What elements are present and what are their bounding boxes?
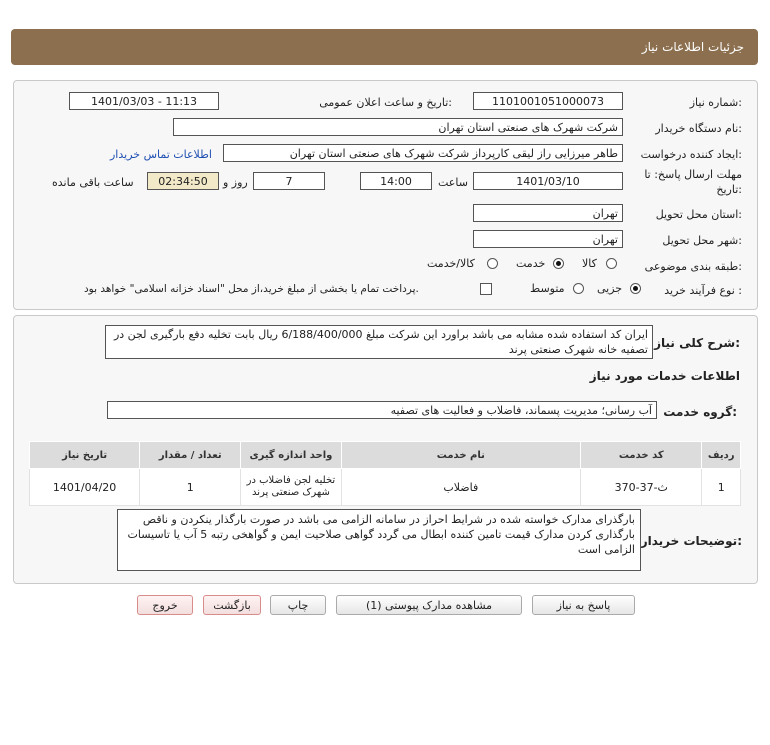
- category-radio-service[interactable]: [553, 258, 564, 269]
- cell-quantity: 1: [140, 469, 241, 506]
- back-button[interactable]: بازگشت: [203, 595, 261, 615]
- page-title: جزئیات اطلاعات نیاز: [641, 40, 744, 54]
- delivery-city-label: شهر محل تحویل:: [662, 234, 742, 247]
- deadline-time-field[interactable]: 14:00: [360, 172, 432, 190]
- services-table-header: [30, 442, 741, 469]
- buyer-notes-text: بارگذرای مدارک خواسته شده در شرایط احراز در سامانه الزامی می باشد در صورت بارگذار ینکردن و ناقص بارگذاری کردن مدارک قیمت تامین کننده ابطال می گردد گواهی صلاحیت ایمن و گواهخی رتبه 5 آب یا تاسیسات الزامی است: [117, 509, 641, 571]
- purchase-type-radio-medium[interactable]: [573, 283, 584, 294]
- category-option-service: خدمت: [516, 257, 546, 270]
- treasury-payment-note: پرداخت تمام یا بخشی از مبلغ خرید،از محل "اسناد خزانه اسلامی" خواهد بود.: [84, 283, 419, 295]
- cell-row: 1: [702, 469, 741, 506]
- reply-button[interactable]: پاسخ به نیاز: [532, 595, 635, 615]
- purchase-type-radio-minor[interactable]: [630, 283, 641, 294]
- attachments-button[interactable]: مشاهده مدارک پیوستی (1): [336, 595, 522, 615]
- services-section-title: اطلاعات خدمات مورد نیاز: [589, 369, 740, 383]
- requester-field[interactable]: طاهر میرزایی راز لیقی کارپرداز شرکت شهرک های صنعتی استان تهران: [223, 144, 623, 162]
- deadline-label-line2: تاریخ:: [716, 183, 742, 196]
- delivery-city-field[interactable]: تهران: [473, 230, 623, 248]
- exit-button[interactable]: خروج: [137, 595, 193, 615]
- delivery-province-field[interactable]: تهران: [473, 204, 623, 222]
- need-number-label: شماره نیاز:: [689, 96, 742, 109]
- remaining-days-field[interactable]: 7: [253, 172, 325, 190]
- purchase-type-label: نوع فرآیند خرید :: [664, 284, 742, 297]
- treasury-payment-checkbox[interactable]: [480, 283, 492, 295]
- buyer-org-label: نام دستگاه خریدار:: [655, 122, 742, 135]
- category-radio-goods[interactable]: [606, 258, 617, 269]
- category-label: طبقه بندی موضوعی:: [644, 260, 742, 273]
- service-group-field[interactable]: آب رسانی؛ مدیریت پسماند، فاضلاب و فعالیت های تصفیه: [107, 401, 657, 419]
- description-text: ایران کد استفاده شده مشابه می باشد براورد این شرکت مبلغ 6/188/400/000 ریال بابت تخلیه دفع بارگیری لجن در تصفیه خانه شهرک صنعتی پرند: [105, 325, 653, 359]
- remaining-time-field: 02:34:50: [147, 172, 219, 190]
- announce-datetime-field[interactable]: 1401/03/03 - 11:13: [69, 92, 219, 110]
- need-info-panel: [13, 80, 758, 310]
- purchase-type-option-medium: متوسط: [530, 282, 565, 295]
- need-number-field[interactable]: 1101001051000073: [473, 92, 623, 110]
- services-table: [29, 441, 741, 506]
- cell-need-date: 1401/04/20: [30, 469, 140, 506]
- col-quantity: تعداد / مقدار: [140, 442, 241, 469]
- cell-service-name: فاضلاب: [341, 469, 581, 506]
- buyer-notes-label: توضیحات خریدار:: [640, 534, 742, 548]
- purchase-type-option-minor: جزیی: [597, 282, 623, 295]
- buyer-contact-link[interactable]: اطلاعات تماس خریدار: [110, 148, 212, 161]
- description-label: شرح کلی نیاز:: [654, 336, 740, 350]
- service-group-label: گروه خدمت:: [663, 405, 737, 419]
- buyer-org-field[interactable]: شرکت شهرک های صنعتی استان تهران: [173, 118, 623, 136]
- col-unit: واحد اندازه گیری: [241, 442, 341, 469]
- deadline-label-line1: مهلت ارسال پاسخ: تا: [644, 168, 742, 181]
- cell-unit: تخلیه لجن فاضلاب در شهرک صنعتی پرند: [241, 469, 341, 506]
- remaining-time-label: ساعت باقی مانده: [52, 176, 134, 189]
- col-need-date: تاریخ نیاز: [30, 442, 140, 469]
- category-radio-goods-service[interactable]: [487, 258, 498, 269]
- col-service-code: کد خدمت: [581, 442, 702, 469]
- print-button[interactable]: چاپ: [270, 595, 326, 615]
- panel-header: [11, 29, 758, 65]
- announce-datetime-label: تاریخ و ساعت اعلان عمومی:: [319, 96, 452, 109]
- category-option-goods-service: کالا/خدمت: [427, 257, 475, 270]
- requester-label: ایجاد کننده درخواست:: [640, 148, 742, 161]
- col-row: ردیف: [702, 442, 741, 469]
- deadline-date-field[interactable]: 1401/03/10: [473, 172, 623, 190]
- category-option-goods: کالا: [582, 257, 597, 270]
- cell-service-code: ث-37-370: [581, 469, 702, 506]
- days-label: روز و: [223, 176, 248, 189]
- table-row: [30, 469, 741, 506]
- deadline-time-label: ساعت: [438, 176, 468, 189]
- delivery-province-label: استان محل تحویل:: [655, 208, 742, 221]
- col-service-name: نام خدمت: [341, 442, 581, 469]
